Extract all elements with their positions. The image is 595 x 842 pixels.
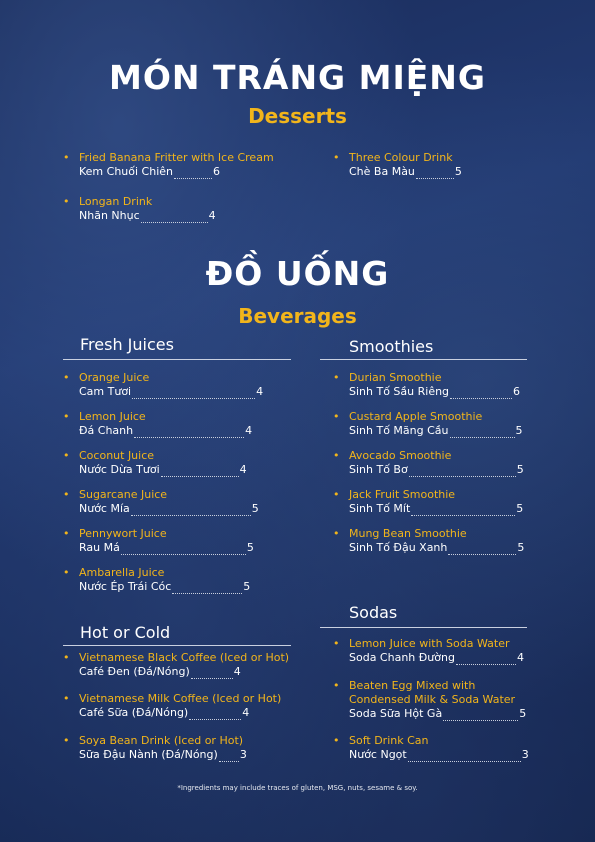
bullet-icon: •	[333, 527, 340, 540]
bullet-icon: •	[333, 637, 340, 650]
item-price: 6	[513, 385, 521, 398]
item-price: 5	[516, 502, 524, 515]
section-divider	[63, 359, 291, 360]
dot-leader	[161, 467, 239, 477]
bullet-icon: •	[63, 410, 70, 423]
dot-leader	[448, 545, 516, 555]
item-price: 6	[213, 165, 220, 178]
item-name-en: Vietnamese Black Coffee (Iced or Hot)	[79, 651, 290, 664]
item-price: 5	[517, 541, 525, 554]
item-name-vi: Nhãn Nhục	[79, 209, 140, 222]
dot-leader	[134, 428, 244, 438]
allergen-footnote: *Ingredients may include traces of gluten, MSG, nuts, sesame & soy.	[177, 784, 418, 792]
item-name-en: Longan Drink	[79, 195, 153, 208]
item-name-en: Pennywort Juice	[79, 527, 167, 540]
dot-leader	[443, 711, 518, 721]
hot-or-cold-heading: Hot or Cold	[80, 623, 171, 642]
sodas-heading: Sodas	[349, 603, 398, 622]
menu-item-smoothie	[333, 449, 524, 477]
menu-item-smoothie	[333, 488, 523, 516]
item-name-en: Lemon Juice	[79, 410, 146, 423]
item-name-en: Vietnamese Milk Coffee (Iced or Hot)	[79, 692, 282, 705]
bullet-icon: •	[333, 151, 340, 164]
item-name-en-line2: Condensed Milk & Soda Water	[349, 693, 516, 706]
menu-item-coffee	[63, 692, 281, 720]
bullet-icon: •	[63, 371, 70, 384]
item-price: 4	[239, 463, 247, 476]
item-name-vi: Café Sữa (Đá/Nóng)	[79, 706, 189, 719]
item-name-vi: Nước Ngọt	[349, 748, 407, 761]
bullet-icon: •	[333, 734, 340, 747]
menu-item-soda	[333, 679, 526, 721]
bullet-icon: •	[63, 566, 70, 579]
bullet-icon: •	[63, 151, 70, 164]
item-name-en: Jack Fruit Smoothie	[349, 488, 456, 501]
dot-leader	[219, 752, 239, 762]
item-price: 4	[242, 706, 250, 719]
item-price: 5	[251, 502, 259, 515]
item-name-en: Sugarcane Juice	[79, 488, 168, 501]
bullet-icon: •	[333, 371, 340, 384]
item-name-vi: Rau Má	[79, 541, 120, 554]
section-divider	[320, 359, 527, 360]
dot-leader	[408, 752, 521, 762]
item-name-en: Beaten Egg Mixed with	[349, 679, 476, 692]
menu-item-dessert	[63, 151, 274, 179]
menu-item-soda	[333, 734, 529, 762]
dot-leader	[411, 506, 515, 516]
item-price: 5	[246, 541, 254, 554]
dot-leader	[450, 428, 515, 438]
menu-item-coffee	[63, 734, 247, 762]
item-price: 4	[233, 665, 241, 678]
item-name-vi: Sinh Tố Mít	[349, 502, 411, 515]
section-divider	[320, 627, 527, 628]
item-name-vi: Cam Tươi	[79, 385, 132, 398]
item-name-vi: Café Đen (Đá/Nóng)	[79, 665, 190, 678]
item-price: 4	[245, 424, 253, 437]
desserts-title: MÓN TRÁNG MIỆNG	[108, 58, 487, 97]
dot-leader	[456, 655, 516, 665]
bullet-icon: •	[333, 488, 340, 501]
bullet-icon: •	[63, 449, 70, 462]
item-price: 5	[519, 707, 527, 720]
item-name-en: Soya Bean Drink (Iced or Hot)	[79, 734, 244, 747]
dot-leader	[189, 710, 241, 720]
dot-leader	[141, 213, 208, 223]
item-name-en: Avocado Smoothie	[349, 449, 452, 462]
smoothies-heading: Smoothies	[349, 337, 434, 356]
item-name-en: Mung Bean Smoothie	[349, 527, 467, 540]
item-name-vi: Sinh Tố Đậu Xanh	[349, 541, 448, 554]
menu-item-smoothie	[333, 371, 520, 399]
item-name-en: Ambarella Juice	[79, 566, 165, 579]
item-name-en: Durian Smoothie	[349, 371, 442, 384]
item-price: 5	[243, 580, 251, 593]
item-name-vi: Sinh Tố Mãng Cầu	[349, 424, 449, 437]
item-price: 5	[516, 463, 524, 476]
dot-leader	[409, 467, 516, 477]
bullet-icon: •	[63, 734, 70, 747]
dot-leader	[132, 389, 255, 399]
menu-item-dessert	[63, 195, 216, 223]
item-price: 4	[208, 209, 216, 222]
item-name-en: Fried Banana Fritter with Ice Cream	[79, 151, 274, 164]
menu-item-juice	[63, 527, 254, 555]
dot-leader	[172, 584, 242, 594]
item-name-vi: Soda Sữa Hột Gà	[349, 707, 443, 720]
bullet-icon: •	[63, 195, 70, 208]
item-name-vi: Đá Chanh	[79, 424, 134, 437]
item-name-vi: Sữa Đậu Nành (Đá/Nóng)	[79, 748, 218, 761]
section-divider	[63, 645, 291, 646]
item-price: 4	[256, 385, 264, 398]
menu-item-juice	[63, 449, 247, 477]
bullet-icon: •	[63, 527, 70, 540]
bullet-icon: •	[333, 679, 340, 692]
bullet-icon: •	[63, 651, 70, 664]
item-name-en: Three Colour Drink	[349, 151, 453, 164]
item-name-en: Custard Apple Smoothie	[349, 410, 483, 423]
menu-item-juice	[63, 410, 252, 438]
dot-leader	[131, 506, 251, 516]
dot-leader	[174, 169, 212, 179]
dot-leader	[416, 169, 454, 179]
fresh-juices-heading: Fresh Juices	[80, 335, 174, 354]
bullet-icon: •	[333, 449, 340, 462]
item-name-en: Lemon Juice with Soda Water	[349, 637, 510, 650]
item-name-vi: Chè Ba Màu	[349, 165, 415, 178]
dot-leader	[121, 545, 246, 555]
item-name-vi: Sinh Tố Bơ	[349, 463, 408, 476]
item-name-vi: Nước Mía	[79, 502, 130, 515]
bullet-icon: •	[63, 488, 70, 501]
desserts-subtitle: Desserts	[248, 104, 347, 128]
bullet-icon: •	[333, 410, 340, 423]
beverages-subtitle: Beverages	[238, 304, 357, 328]
menu-item-dessert	[333, 151, 462, 179]
item-name-vi: Kem Chuối Chiên	[79, 165, 173, 178]
menu-item-coffee	[63, 651, 289, 679]
dot-leader	[450, 389, 512, 399]
menu-item-smoothie	[333, 527, 524, 555]
menu-item-juice	[63, 488, 259, 516]
menu-item-smoothie	[333, 410, 523, 438]
menu-item-juice	[63, 371, 263, 399]
item-name-vi: Sinh Tố Sầu Riêng	[349, 385, 450, 398]
item-name-vi: Soda Chanh Đường	[349, 651, 455, 664]
bullet-icon: •	[63, 692, 70, 705]
item-price: 5	[454, 165, 462, 178]
menu-item-juice	[63, 566, 250, 594]
item-name-en: Coconut Juice	[79, 449, 155, 462]
item-name-en: Orange Juice	[79, 371, 150, 384]
item-name-vi: Nước Dừa Tươi	[79, 463, 160, 476]
item-price: 3	[239, 748, 247, 761]
item-price: 4	[516, 651, 524, 664]
beverages-title: ĐỒ UỐNG	[205, 254, 390, 293]
menu-item-soda	[333, 637, 524, 665]
item-name-vi: Nước Ép Trái Cóc	[79, 580, 172, 593]
item-price: 3	[521, 748, 529, 761]
dot-leader	[191, 669, 233, 679]
item-price: 5	[515, 424, 523, 437]
item-name-en: Soft Drink Can	[349, 734, 429, 747]
